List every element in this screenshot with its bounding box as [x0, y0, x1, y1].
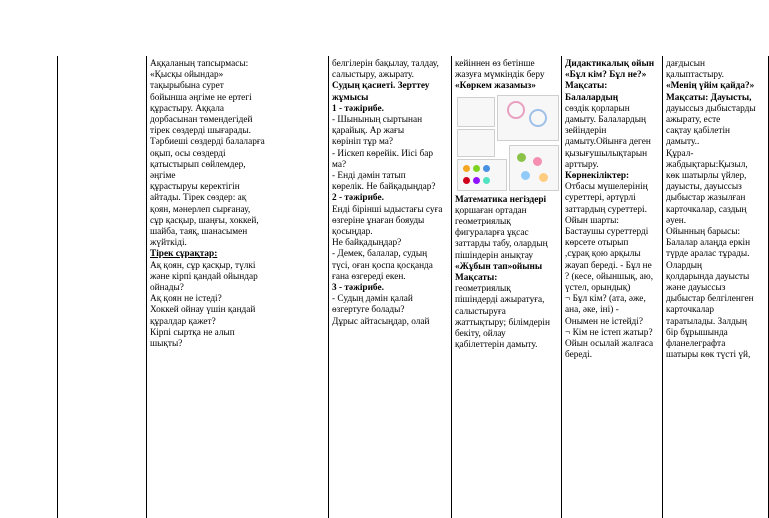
- text-line: арттыру.: [565, 159, 599, 170]
- text-line: ма?: [332, 159, 347, 170]
- text-line: қызығушылықтарын: [565, 148, 648, 159]
- color-dot: [507, 101, 525, 119]
- text-line: сақтау қабілетін: [666, 126, 731, 137]
- text-line: Ойын осылай жалғаса: [565, 339, 654, 350]
- text-line: Онымен не істейді?: [565, 316, 643, 327]
- table-column-didactic-game: [562, 56, 663, 518]
- text-line: құралдар қажет?: [150, 316, 216, 327]
- text-line: Олардың: [666, 260, 702, 271]
- text-line: әуен.: [666, 215, 687, 226]
- table-column-snowman-task: [147, 56, 329, 518]
- text-line: өзгеріне ұнаған бояуды: [332, 215, 425, 226]
- text-line: қоршаған ортадан: [455, 205, 527, 216]
- worksheet-thumbnail: [509, 145, 559, 191]
- color-dot: [463, 177, 470, 184]
- table-column-my-house-game: [663, 56, 769, 518]
- text-line: тірек сөздерді шығарады.: [150, 126, 251, 137]
- section-heading: Дидактикалық ойын: [565, 59, 655, 69]
- text-line: ? (кесе, ойыншық, аю,: [565, 271, 654, 282]
- text-line: бекіту, ойлау: [455, 329, 506, 340]
- text-line: зейіндерін: [565, 126, 607, 137]
- text-line: салыстыру, ажырату.: [332, 70, 414, 81]
- color-dot: [521, 171, 530, 180]
- text-line: бір бұрышында: [666, 327, 728, 338]
- text-line: дамыту..: [666, 137, 700, 148]
- text-line: «Қысқы ойындар»: [150, 70, 224, 81]
- table-column-empty: [58, 56, 147, 518]
- text-line: жазуға мүмкіндік беру: [455, 70, 545, 81]
- text-line: қосыңдар.: [332, 227, 373, 238]
- worksheet-image: [455, 95, 559, 191]
- text-line: заттарды табу, олардың: [455, 239, 548, 250]
- text-line: Ойын шарты:: [565, 215, 619, 226]
- text-line: ¬ Кім не істеп жатыр?: [565, 327, 653, 338]
- text-line: ¬ Бұл кім? (ата, әже,: [565, 294, 646, 305]
- text-line: сұр қасқыр, шаңғы, хоккей,: [150, 215, 259, 226]
- text-line: Хоккей ойнау үшін қандай: [150, 305, 256, 316]
- text-line: дорбасынан төмендегідей: [150, 115, 253, 126]
- text-line: Не байқадыңдар?: [332, 238, 402, 249]
- text-line: бойынша әңгіме не ертегі: [150, 92, 252, 103]
- experiment-heading: 2 - тәжірибе.: [332, 193, 384, 204]
- text-line: көрсете отырып: [565, 238, 629, 249]
- text-line: ана, әке, іні) -: [565, 305, 619, 316]
- text-line: дамыту.Ойынға деген: [565, 137, 651, 148]
- text-line: шатыры көк түсті үй,: [666, 350, 751, 361]
- section-heading: «Көркем жазамыз»: [455, 81, 536, 92]
- color-dot: [473, 165, 480, 172]
- text-line: геометриялық: [455, 217, 511, 228]
- text-line: жабдықтары:Қызыл,: [666, 159, 748, 170]
- worksheet-thumbnail: [497, 95, 559, 141]
- color-dot: [517, 153, 526, 162]
- game-title: «Менің үйім қайда?»: [666, 81, 755, 92]
- text-line: Бастаушы суреттерді: [565, 227, 649, 238]
- text-line: және кірпі қандай ойындар: [150, 271, 258, 282]
- text-line: Дұрыс айтасыңдар, олай: [332, 316, 430, 327]
- text-line: Отбасы мүшелерінің: [565, 182, 648, 193]
- text-line: қатыстырып сөйлемдер,: [150, 159, 246, 170]
- color-dot: [529, 109, 547, 127]
- text-line: және дауыссыз: [666, 283, 726, 294]
- text-line: - Судың дәмін қалай: [332, 294, 413, 305]
- text-line: Ақ қоян не істеді?: [150, 294, 222, 305]
- worksheet-thumbnail: [457, 159, 507, 191]
- text-line: Ақ қоян, сұр қасқыр, түлкі: [150, 260, 256, 271]
- text-line: сөздік қорларын: [565, 103, 630, 114]
- text-line: үстел, орындық): [565, 283, 631, 294]
- text-line: түрде аралас тұрады.: [666, 249, 750, 260]
- text-line: дамыту. Балалардың: [565, 115, 646, 126]
- text-line: айтады. Тірек сөздер: ақ: [150, 193, 247, 204]
- text-line: заттардың суреттері.: [565, 204, 647, 215]
- section-heading: Математика негіздері: [455, 194, 547, 205]
- color-dot: [539, 173, 548, 182]
- text-line: қабілеттерін дамыту.: [455, 340, 538, 351]
- text-line: Балалар алаңда еркін: [666, 238, 751, 249]
- text-line: - Енді дәмін татып: [332, 171, 406, 182]
- text-line: көк шатырлы үйлер,: [666, 171, 747, 182]
- game-title: «Бұл кім? Бұл не?»: [565, 70, 647, 81]
- text-line: дыбыстар белгіленген: [666, 294, 754, 305]
- color-dot: [483, 165, 490, 172]
- text-line: қарайық. Ар жағы: [332, 126, 405, 137]
- text-line: жауап береді. - Бұл не: [565, 260, 652, 271]
- section-heading: жұмысы: [332, 92, 369, 103]
- text-line: Құрал-: [666, 148, 694, 159]
- text-line: Енді біріншi ыдыстағы суға: [332, 204, 443, 215]
- text-line: фланелеграфта: [666, 339, 726, 350]
- support-questions-heading: Тірек сұрақтар:: [150, 249, 218, 260]
- visual-aids-heading: Көрнекіліктер:: [565, 171, 630, 182]
- text-line: белгілерін бақылау, талдау,: [332, 59, 439, 69]
- text-line: Ойынның барысы:: [666, 227, 741, 238]
- section-heading: Судың қасиеті. Зерттеу: [332, 81, 430, 92]
- text-line: көрініп тұр ма?: [332, 137, 394, 148]
- text-line: ,сұрақ қою арқылы: [565, 249, 641, 260]
- text-line: карточкалар: [666, 305, 715, 316]
- text-line: шықты?: [150, 339, 183, 350]
- text-line: - Иіскеп көрейік. Иісі бар: [332, 148, 434, 159]
- text-line: Мақсаты: Дауысты,: [666, 92, 752, 103]
- experiment-heading: 3 - тәжірибе.: [332, 283, 384, 294]
- game-title: «Жұбын тап»ойыны: [455, 261, 543, 272]
- text-line: жүйткіді.: [150, 238, 187, 249]
- text-line: Аққаланың тапсырмасы:: [150, 59, 249, 69]
- text-line: қалыптастыру.: [666, 70, 724, 81]
- text-line: таратылады. Залдың: [666, 316, 747, 327]
- text-line: пішіндерді ажыратуға,: [455, 295, 545, 306]
- text-line: карточкалар, саздың: [666, 204, 747, 215]
- text-line: дауыссыз дыбыстарды: [666, 103, 756, 114]
- text-line: береді.: [565, 350, 593, 361]
- text-line: ажырату, есте: [666, 115, 721, 126]
- worksheet-thumbnail: [457, 129, 495, 157]
- color-dot: [473, 177, 480, 184]
- text-line: шайба, таяқ, шанасымен: [150, 227, 248, 238]
- lesson-plan-table: [57, 56, 756, 518]
- color-dot: [533, 157, 542, 166]
- text-line: дыбыстар жазылған: [666, 193, 746, 204]
- text-line: дағдысын: [666, 59, 705, 69]
- text-line: Тәрбиеші сөздерді балаларға: [150, 137, 265, 148]
- text-line: - Демек, балалар, судың: [332, 249, 428, 260]
- text-line: ғана өзгереді екен.: [332, 271, 406, 282]
- text-line: көрелік. Не байқадыңдар?: [332, 182, 436, 193]
- text-line: құрастыру. Аққала: [150, 103, 224, 114]
- goal-heading: Мақсаты:: [455, 273, 498, 284]
- color-dot: [463, 165, 470, 172]
- text-line: тақырыбына сурет: [150, 81, 224, 92]
- text-line: түсі, оған қоспа қосқанда: [332, 260, 433, 271]
- text-line: дауысты, дауыссыз: [666, 182, 742, 193]
- text-line: қолдарында дауысты: [666, 271, 750, 282]
- text-line: фигураларға ұқсас: [455, 228, 529, 239]
- text-line: оқып, осы сөздерді: [150, 148, 226, 159]
- text-line: Мақсаты: Балалардың: [565, 81, 619, 103]
- text-line: Кірпі сыртқа не алып: [150, 327, 235, 338]
- text-line: суреттері, әртүрлі: [565, 193, 636, 204]
- text-line: құрастыруы керектігін: [150, 182, 240, 193]
- text-line: жаттықтыру; білімдерін: [455, 317, 550, 328]
- text-line: геометриялық: [455, 284, 511, 295]
- table-column-writing-math: [452, 56, 562, 518]
- text-line: - Шынының сыртынан: [332, 115, 423, 126]
- text-line: ойнады?: [150, 283, 184, 294]
- text-line: өзгертуге болады?: [332, 305, 405, 316]
- text-line: пішіндерін анықтау: [455, 250, 534, 261]
- worksheet-thumbnail: [457, 97, 495, 127]
- table-column-water-experiment: [329, 56, 452, 518]
- text-line: кейіннен өз бетінше: [455, 59, 535, 69]
- experiment-heading: 1 - тәжірибе.: [332, 103, 384, 114]
- color-dot: [483, 177, 490, 184]
- text-line: әңгіме: [150, 171, 176, 182]
- text-line: салыстыруға: [455, 306, 506, 317]
- text-line: қоян, мәнерлеп сырғанау,: [150, 204, 251, 215]
